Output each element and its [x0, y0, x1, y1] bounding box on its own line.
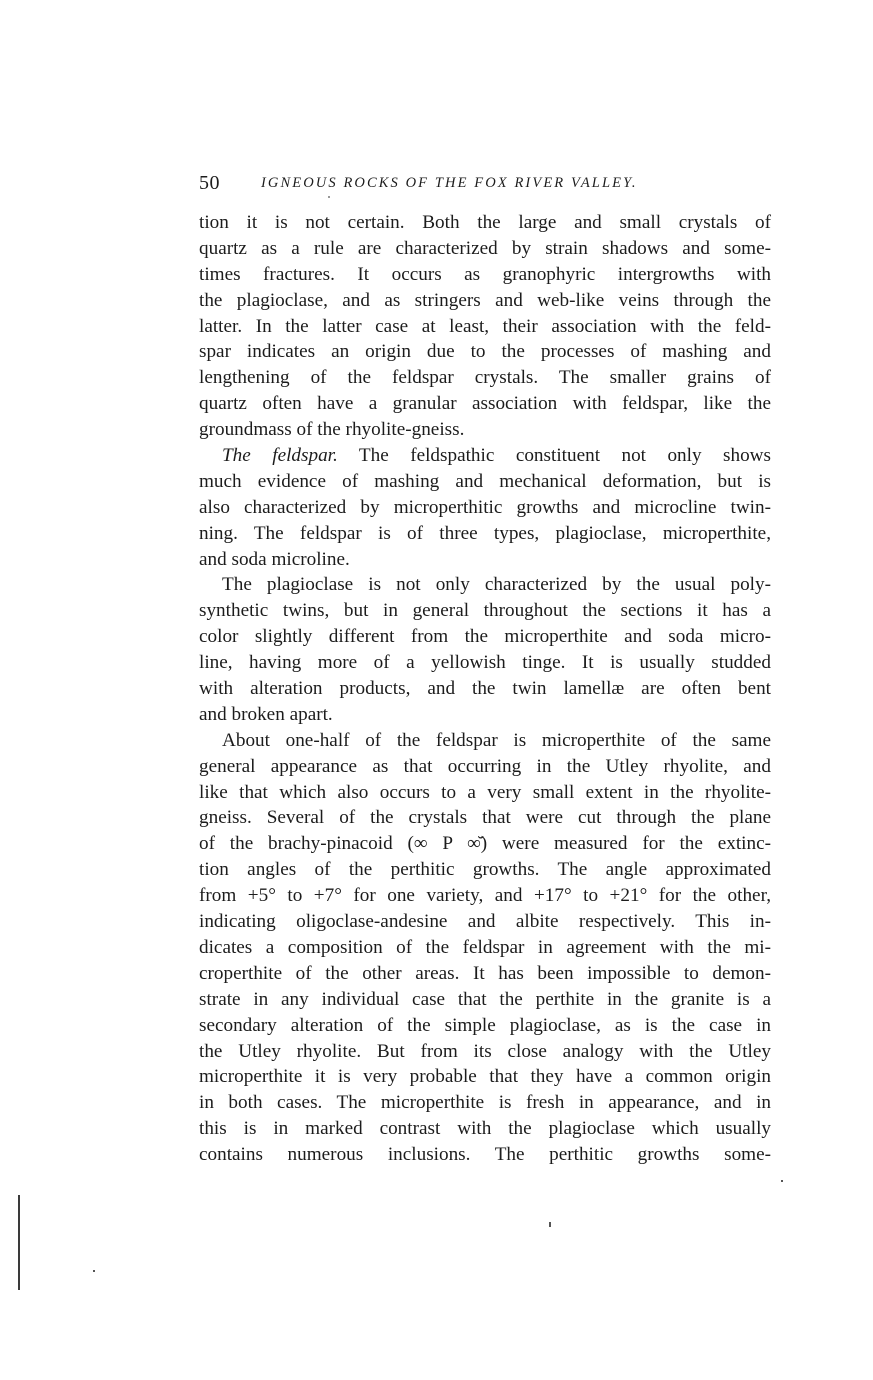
text-line: dicates a composition of the feldspar in agreement with the mi- [199, 936, 771, 958]
text-line: the plagioclase, and as stringers and web-like veins through the [199, 289, 771, 311]
paragraph-microperthite [199, 728, 771, 1168]
text-line: general appearance as that occurring in the Utley rhyolite, and [199, 755, 771, 777]
text-line: strate in any individual case that the perthite in the granite is a [199, 988, 771, 1010]
text-line: groundmass of the rhyolite-gneiss. [199, 419, 465, 441]
text-line: quartz often have a granular association with feldspar, like the [199, 393, 771, 415]
text-line: also characterized by microperthitic growths and microcline twin- [199, 496, 771, 518]
text-line: much evidence of mashing and mechanical deformation, but is [199, 470, 771, 492]
text-line: The plagioclase is not only characterized by the usual poly- [222, 574, 771, 596]
scan-margin-mark [18, 1195, 20, 1290]
text-line: latter. In the latter case at least, their association with the feld- [199, 315, 771, 337]
text-line: of the brachy-pinacoid (∞ P ∞̆) were measured for the extinc- [199, 833, 771, 855]
text-line: gneiss. Several of the crystals that were cut through the plane [199, 807, 771, 829]
text-line: like that which also occurs to a very small extent in the rhyolite- [199, 781, 771, 803]
text-line: synthetic twins, but in general throughout the sections it has a [199, 600, 771, 622]
body-text [199, 210, 771, 1168]
scan-speck [781, 1180, 783, 1182]
text-line: tion angles of the perthitic growths. The angle approximated [199, 859, 771, 881]
text-line: lengthening of the feldspar crystals. The smaller grains of [199, 367, 771, 389]
text-line: with alteration products, and the twin lamellæ are often bent [199, 678, 771, 700]
paragraph-quartz [199, 210, 771, 443]
text-line: in both cases. The microperthite is fresh in appearance, and in [199, 1092, 771, 1114]
running-head [199, 170, 771, 196]
header-speck [328, 196, 330, 198]
text-line: contains numerous inclusions. The perthitic growths some- [199, 1144, 771, 1166]
running-title: IGNEOUS ROCKS OF THE FOX RIVER VALLEY. [261, 175, 638, 191]
section-lead: The feldspar. [222, 445, 338, 467]
paragraph-plagioclase [199, 572, 771, 727]
text-line: and broken apart. [199, 703, 333, 725]
scan-speck [93, 1270, 95, 1272]
text-line: indicating oligoclase-andesine and albite respectively. This in- [199, 911, 771, 933]
text-line: this is in marked contrast with the plagioclase which usually [199, 1118, 771, 1140]
text-line: About one-half of the feldspar is microperthite of the same [222, 729, 771, 751]
text-line: microperthite it is very probable that they have a common origin [199, 1066, 771, 1088]
text-line: secondary alteration of the simple plagioclase, as is the case in [199, 1014, 771, 1036]
text-line: times fractures. It occurs as granophyric intergrowths with [199, 263, 771, 285]
text-line: color slightly different from the microperthite and soda micro- [199, 626, 771, 648]
text-line: line, having more of a yellowish tinge. It is usually studded [199, 652, 771, 674]
text-line: the Utley rhyolite. But from its close analogy with the Utley [199, 1040, 771, 1062]
text-line: quartz as a rule are characterized by strain shadows and some- [199, 237, 771, 259]
text-line: from +5° to +7° for one variety, and +17° to +21° for the other, [199, 885, 771, 907]
text-line: spar indicates an origin due to the processes of mashing and [199, 341, 771, 363]
text-line: ning. The feldspar is of three types, plagioclase, microperthite, [199, 522, 771, 544]
scan-speck [549, 1222, 551, 1227]
text-line: tion it is not certain. Both the large and small crystals of [199, 212, 771, 233]
page-number: 50 [199, 172, 220, 194]
text-line: croperthite of the other areas. It has been impossible to demon- [199, 962, 771, 984]
lead-line-text: The feldspathic constituent not only shows [358, 445, 771, 467]
paragraph-feldspar [199, 443, 771, 572]
text-line [199, 443, 771, 469]
text-line: and soda microline. [199, 548, 350, 570]
